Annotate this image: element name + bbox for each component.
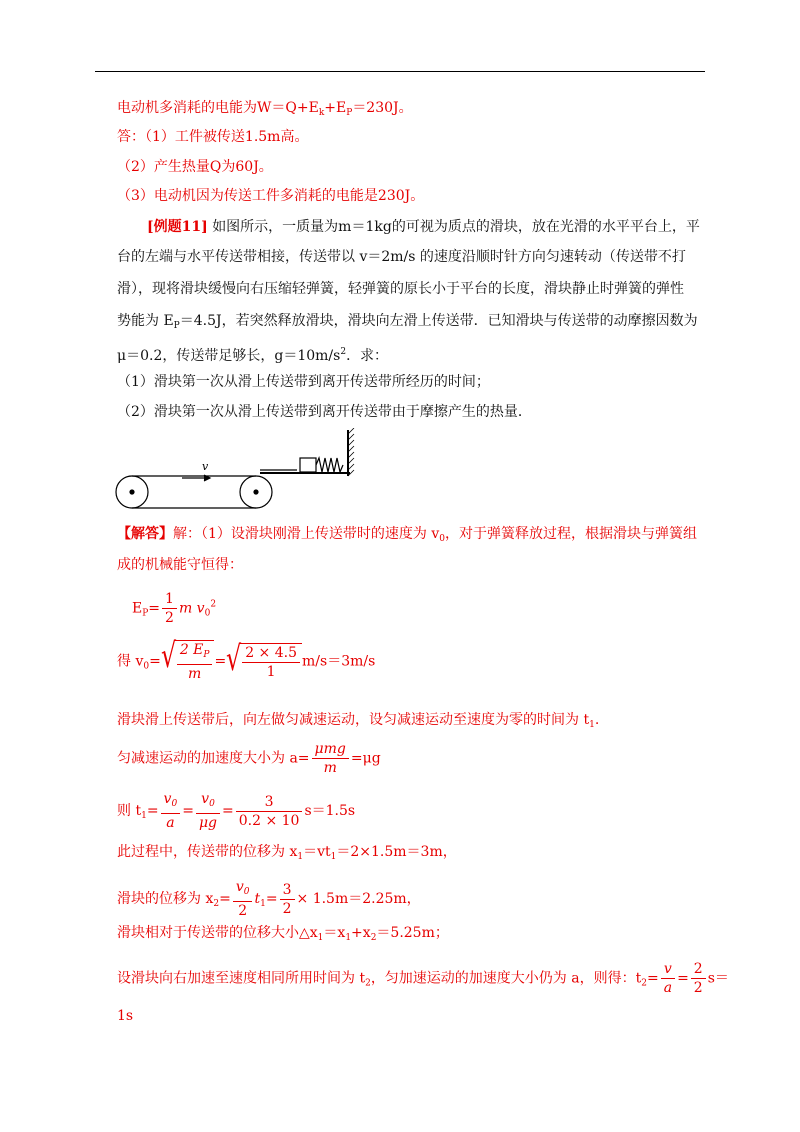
problem-line-1: [例题11] 如图所示，一质量为m＝1kg的可视为质点的滑块，放在光滑的水平平台上，平	[147, 219, 700, 235]
problem-line-3: 滑），现将滑块缓慢向右压缩轻弹簧，轻弹簧的原长小于平台的长度，滑块静止时弹簧的弹性	[117, 281, 684, 297]
example-tag: [例题11]	[147, 219, 208, 235]
answer-2: （2）产生热量Q为60J。	[117, 159, 273, 175]
slider-displacement: 滑块的位移为 $x_2=$ $\frac{v_0}{2}$ $t_1=$ $\frac{3}{2}$ × 1.5m＝2.25m，	[117, 879, 421, 919]
energy-line: 电动机多消耗的电能为$W=Q+E_k+E_P=230J$。	[117, 100, 413, 118]
problem-line-2: 台的左端与水平传送带相接，传送带以 v＝2m/s 的速度沿顺时针方向匀速转动（传送带不打	[117, 249, 686, 265]
conveyor-figure	[112, 428, 372, 518]
question-2: （2）滑块第一次从滑上传送带到离开传送带由于摩擦产生的热量．	[117, 404, 532, 420]
header-rule	[95, 71, 705, 72]
t2-value: 1s	[117, 1008, 134, 1024]
equation-accel: 匀减速运动的加速度大小为 a= $\frac{\text{μmg}}{m}$ =μg	[117, 741, 381, 776]
solution-line-decel: 滑块滑上传送带后，向左做匀减速运动，设匀减速运动至速度为零的时间为 $t_1$.	[117, 712, 600, 730]
velocity-label: v	[202, 460, 209, 473]
belt-displacement: 此过程中，传送带的位移为 $x_1=vt_1=2\times 1.5m=3m$，	[117, 844, 457, 862]
equation-t1: 则 $t_1=$ $\frac{v_0}{a}$ = $\frac{v_0}{\mu g}$ = $\frac{3}{0.2 \times 10}$ s＝1.5s	[117, 791, 356, 831]
equation-v0: 得 $v_0=$ √ $\frac{2 E_P}{m}$ = √ $\frac{2 \times 4.5}{1}$ m/s＝3m/s	[117, 636, 376, 682]
answer-1: 答：（1）工件被传送1.5m高。	[117, 129, 309, 145]
problem-line-4: 势能为 $E_P=4.5J$，若突然释放滑块，滑块向左滑上传送带．已知滑块与传送带的动摩擦因数为	[117, 313, 698, 331]
problem-line-5: μ＝0.2，传送带足够长，$g=10m/s^2$．求：	[117, 347, 389, 364]
spring	[316, 458, 343, 472]
answer-3: （3）电动机因为传送工件多消耗的电能是230J。	[117, 188, 425, 204]
slider-block	[300, 458, 316, 472]
solution-head-2: 成的机械能守恒得：	[117, 557, 243, 573]
equation-energy: $E_P=$ $\frac{1}{2}$ m $v_0^2$	[132, 591, 217, 626]
solution-head: 【解答】解：（1）设滑块刚滑上传送带时的速度为 $v_0$，对于弹簧释放过程，根据滑块与弹簧组	[117, 526, 697, 544]
question-1: （1）滑块第一次从滑上传送带到离开传送带所经历的时间；	[117, 374, 490, 390]
relative-displacement: 滑块相对于传送带的位移大小$\triangle x_1=x_1+x_2=5.25m$；	[117, 925, 449, 943]
equation-t2: 设滑块向右加速至速度相同所用时间为 $t_2$，匀加速运动的加速度大小仍为 a，则得：$t_2=$ $\frac{v}{a}$ = $\frac{2}{2}$ s＝	[117, 961, 729, 996]
